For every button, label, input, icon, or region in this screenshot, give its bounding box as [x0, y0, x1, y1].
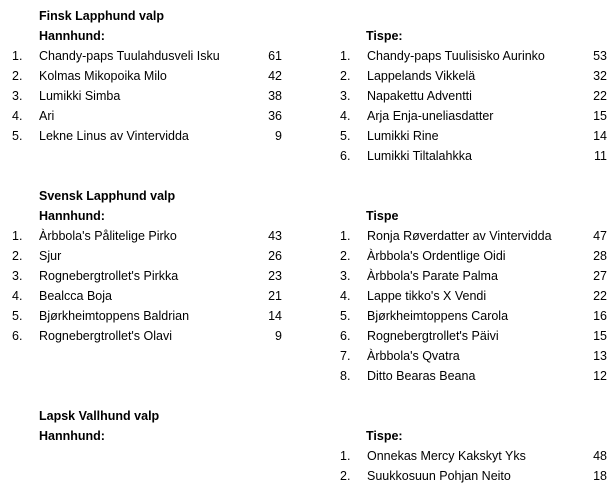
rank-number: 2. [340, 469, 351, 483]
score-value: 38 [268, 89, 282, 103]
dog-name: Napakettu Adventti [367, 89, 472, 103]
list-item [0, 226, 282, 246]
female-list [328, 46, 607, 166]
score-value: 22 [593, 89, 607, 103]
list-item [328, 126, 607, 146]
rank-number: 5. [12, 129, 23, 143]
score-value: 36 [268, 109, 282, 123]
rank-number: 1. [12, 229, 23, 243]
list-item [328, 346, 607, 366]
list-item [328, 326, 607, 346]
list-item [328, 366, 607, 386]
rank-number: 2. [12, 249, 23, 263]
score-value: 21 [268, 289, 282, 303]
dog-name: Lumikki Rine [367, 129, 439, 143]
rank-number: 7. [340, 349, 351, 363]
list-item [328, 146, 607, 166]
score-value: 26 [268, 249, 282, 263]
list-item [328, 466, 607, 486]
score-value: 32 [593, 69, 607, 83]
score-value: 11 [594, 149, 607, 163]
dog-name: Lumikki Simba [39, 89, 121, 103]
male-heading: Hannhund: [39, 209, 105, 223]
dog-name: Rognebergtrollet's Olavi [39, 329, 173, 343]
dog-name: Ari [39, 109, 55, 123]
dog-name: Ditto Bearas Beana [367, 369, 476, 383]
female-heading: Tispe [366, 209, 399, 223]
rank-number: 3. [12, 269, 23, 283]
rank-number: 1. [12, 49, 23, 63]
score-value: 13 [593, 349, 607, 363]
rank-number: 3. [340, 89, 351, 103]
score-value: 15 [593, 109, 607, 123]
score-value: 27 [593, 269, 607, 283]
section-title: Lapsk Vallhund valp [39, 409, 160, 423]
score-value: 9 [275, 129, 282, 143]
rank-number: 5. [12, 309, 23, 323]
rank-number: 4. [12, 289, 23, 303]
section-title: Svensk Lapphund valp [39, 189, 176, 203]
list-item [0, 246, 282, 266]
rank-number: 3. [12, 89, 23, 103]
dog-name: Chandy-paps Tuulahdusveli Isku [39, 49, 220, 63]
score-value: 22 [593, 289, 607, 303]
score-value: 14 [268, 309, 282, 323]
rank-number: 2. [12, 69, 23, 83]
female-heading: Tispe: [366, 29, 403, 43]
score-value: 43 [268, 229, 282, 243]
score-value: 23 [268, 269, 282, 283]
list-item [328, 66, 607, 86]
rank-number: 2. [340, 249, 351, 263]
female-heading: Tispe: [366, 429, 403, 443]
list-item [0, 286, 282, 306]
score-value: 47 [593, 229, 607, 243]
rank-number: 4. [340, 289, 351, 303]
score-value: 12 [593, 369, 607, 383]
score-value: 16 [593, 309, 607, 323]
rank-number: 6. [340, 149, 351, 163]
rank-number: 5. [340, 129, 351, 143]
dog-name: Lappe tikko's X Vendi [367, 289, 487, 303]
female-list [328, 226, 607, 386]
list-item [328, 286, 607, 306]
list-item [0, 306, 282, 326]
score-value: 61 [268, 49, 282, 63]
score-value: 42 [268, 69, 282, 83]
dog-name: Àrbbola's Parate Palma [367, 269, 498, 283]
score-value: 15 [593, 329, 607, 343]
section-title: Finsk Lapphund valp [39, 9, 165, 23]
list-item [328, 446, 607, 466]
dog-name: Àrbbola's Ordentlige Oidi [367, 249, 506, 263]
list-item [0, 266, 282, 286]
rank-number: 8. [340, 369, 351, 383]
dog-name: Lappelands Vikkelä [367, 69, 476, 83]
dog-name: Onnekas Mercy Kakskyt Yks [367, 449, 526, 463]
list-item [328, 246, 607, 266]
list-item [0, 106, 282, 126]
score-value: 18 [593, 469, 607, 483]
dog-name: Bealcca Boja [39, 289, 112, 303]
male-list [0, 226, 282, 346]
rank-number: 4. [340, 109, 351, 123]
female-list [328, 446, 607, 486]
list-item [0, 326, 282, 346]
rank-number: 6. [12, 329, 23, 343]
dog-name: Bjørkheimtoppens Baldrian [39, 309, 190, 323]
dog-name: Arja Enja-uneliasdatter [367, 109, 494, 123]
list-item [0, 86, 282, 106]
score-value: 28 [593, 249, 607, 263]
list-item [328, 266, 607, 286]
list-item [0, 46, 282, 66]
score-value: 14 [593, 129, 607, 143]
rank-number: 4. [12, 109, 23, 123]
list-item [328, 86, 607, 106]
list-item [328, 106, 607, 126]
list-item [328, 46, 607, 66]
rank-number: 1. [340, 449, 351, 463]
rank-number: 2. [340, 69, 351, 83]
dog-name: Chandy-paps Tuulisisko Aurinko [367, 49, 545, 63]
rank-number: 5. [340, 309, 351, 323]
rank-number: 1. [340, 49, 351, 63]
dog-name: Rognebergtrollet's Päivi [367, 329, 499, 343]
list-item [328, 306, 607, 326]
male-list [0, 46, 282, 146]
dog-name: Kolmas Mikopoika Milo [39, 69, 167, 83]
list-item [328, 226, 607, 246]
score-value: 48 [593, 449, 607, 463]
dog-name: Sjur [39, 249, 62, 263]
score-value: 9 [275, 329, 282, 343]
male-heading: Hannhund: [39, 29, 105, 43]
dog-name: Rognebergtrollet's Pirkka [39, 269, 179, 283]
dog-name: Ronja Røverdatter av Vintervidda [367, 229, 552, 243]
rank-number: 1. [340, 229, 351, 243]
dog-name: Àrbbola's Qvatra [367, 349, 460, 363]
dog-name: Lekne Linus av Vintervidda [39, 129, 189, 143]
dog-name: Suukkosuun Pohjan Neito [367, 469, 511, 483]
dog-name: Àrbbola's Pålitelige Pirko [39, 229, 177, 243]
rank-number: 6. [340, 329, 351, 343]
list-item [0, 126, 282, 146]
score-value: 53 [593, 49, 607, 63]
dog-name: Lumikki Tiltalahkka [367, 149, 472, 163]
male-heading: Hannhund: [39, 429, 105, 443]
rank-number: 3. [340, 269, 351, 283]
list-item [0, 66, 282, 86]
dog-name: Bjørkheimtoppens Carola [367, 309, 509, 323]
